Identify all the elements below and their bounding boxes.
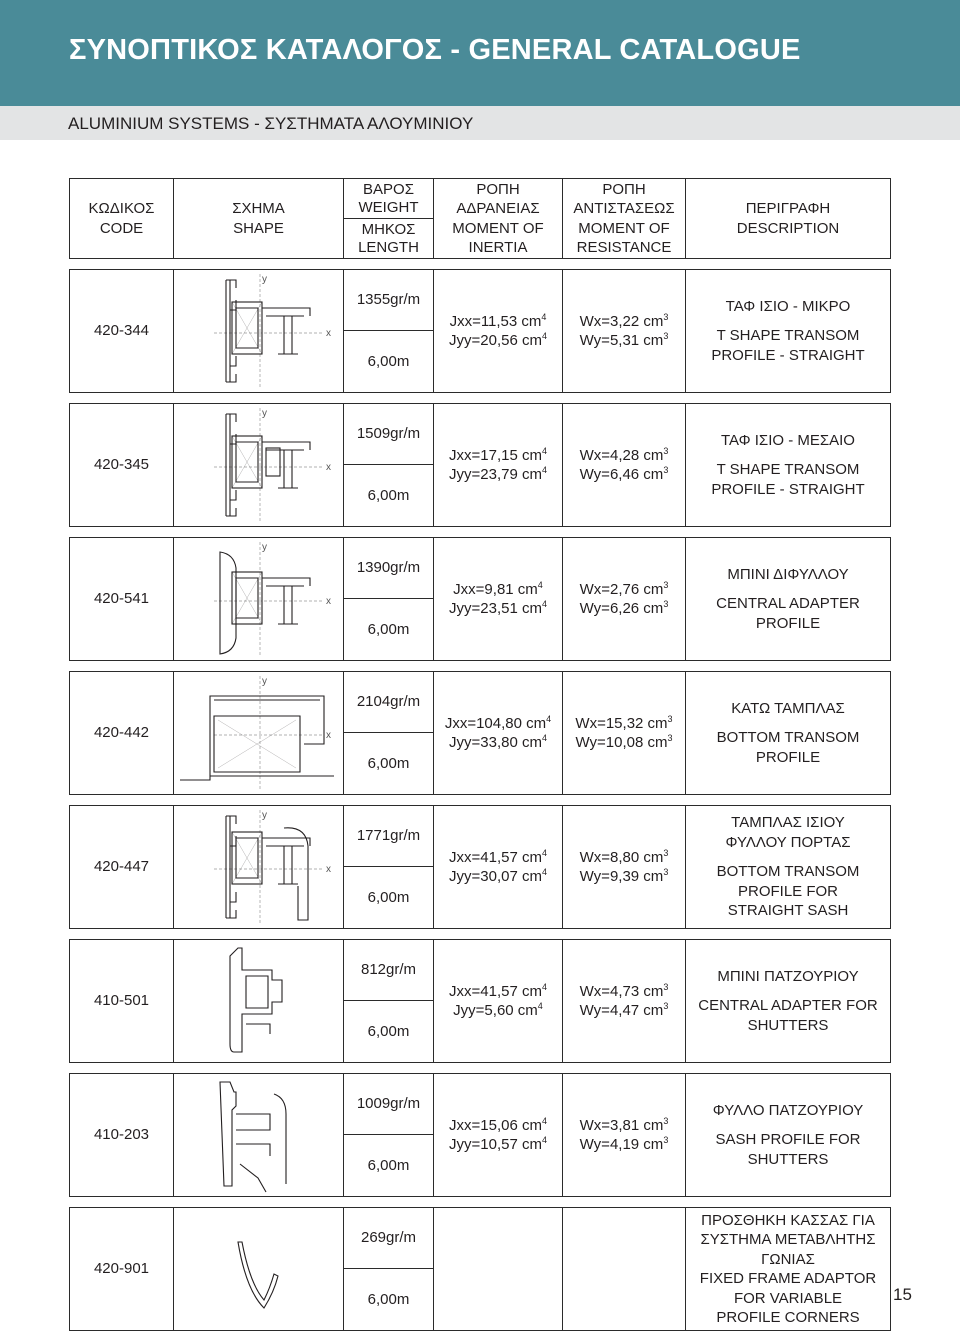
product-code: 420-345	[70, 404, 174, 527]
description-greek: ΚΑΤΩ ΤΑΜΠΛΑΣ	[731, 699, 845, 717]
profile-shape	[174, 672, 344, 795]
description-english: T SHAPE TRANSOM	[716, 327, 860, 345]
catalogue-table	[69, 178, 891, 1331]
description-english: CENTRAL ADAPTER	[716, 595, 860, 613]
inertia-jyy: Jyy=23,51 $cm^4$	[449, 599, 547, 617]
resistance-wy: Wy=10,08 $cm^3$	[575, 733, 673, 751]
section-subtitle: ALUMINIUM SYSTEMS - ΣΥΣΤΗΜΑΤΑ ΑΛΟΥΜΙΝΙΟΥ	[68, 114, 474, 133]
description-greek: ΦΥΛΛΟ ΠΑΤΖΟΥΡΙΟΥ	[712, 1101, 864, 1119]
inertia-cell	[434, 404, 563, 527]
resistance-wx: Wx=2,76 $cm^3$	[579, 579, 669, 598]
inertia-cell	[434, 1074, 563, 1197]
resistance-wy: Wy=4,19 $cm^3$	[579, 1135, 669, 1153]
description-greek: ΦΥΛΛΟΥ ΠΟΡΤΑΣ	[725, 833, 851, 851]
weight-value: 1355gr/m	[344, 270, 433, 331]
description-english: BOTTOM TRANSOM	[716, 729, 860, 747]
description-english: PROFILE	[755, 614, 821, 632]
description-english: PROFILE - STRAIGHT	[711, 346, 865, 364]
inertia-jxx: Jxx=41,57 $cm^4$	[449, 981, 547, 1000]
weight-length-cell	[344, 270, 434, 393]
description-english: CENTRAL ADAPTER FOR	[698, 997, 878, 1015]
resistance-wx: Wx=4,73 $cm^3$	[579, 981, 669, 1000]
product-code: 420-442	[70, 672, 174, 795]
axis-x-label: x	[326, 328, 331, 339]
column-header-resistance: ΡΟΠΗ ΑΝΤΙΣΤΑΣΕΩΣ MOMENT OF RESISTANCE	[563, 179, 686, 259]
inertia-jyy: Jyy=10,57 $cm^4$	[449, 1135, 547, 1153]
resistance-wy: Wy=5,31 $cm^3$	[579, 331, 669, 349]
inertia-cell	[434, 538, 563, 661]
description-line: ΠΡΟΣΘΗΚΗ ΚΑΣΣΑΣ ΓΙΑ	[701, 1211, 875, 1229]
resistance-cell	[563, 1208, 686, 1331]
description-english: PROFILE - STRAIGHT	[711, 480, 865, 498]
axis-x-label: x	[326, 462, 331, 473]
profile-shape	[174, 538, 344, 661]
axis-x-label: x	[326, 730, 331, 741]
table-row	[70, 404, 891, 527]
description-cell	[686, 806, 891, 929]
resistance-wx: Wx=4,28 $cm^3$	[579, 445, 669, 464]
description-english: SHUTTERS	[747, 1016, 829, 1034]
axis-y-label: y	[262, 676, 267, 687]
inertia-jxx: Jxx=11,53 $cm^4$	[449, 311, 547, 330]
description-line: PROFILE CORNERS	[716, 1309, 860, 1326]
description-english: STRAIGHT SASH	[727, 902, 849, 920]
axis-y-label: y	[262, 810, 267, 821]
description-english: SASH PROFILE FOR	[715, 1131, 861, 1149]
resistance-wx: Wx=15,32 $cm^3$	[575, 713, 673, 732]
weight-value: 1509gr/m	[344, 404, 433, 465]
axis-y-label: y	[262, 274, 267, 285]
inertia-cell	[434, 806, 563, 929]
weight-value: 1771gr/m	[344, 806, 433, 867]
table-row	[70, 538, 891, 661]
inertia-jyy: Jyy=23,79 $cm^4$	[449, 465, 547, 483]
resistance-cell	[563, 940, 686, 1063]
page-title: ΣΥΝΟΠΤΙΚΟΣ ΚΑΤΑΛΟΓΟΣ - GENERAL CATALOGUE	[69, 34, 801, 66]
resistance-wy: Wy=6,46 $cm^3$	[579, 465, 669, 483]
description-greek: ΤΑΦ ΙΣΙΟ - ΜΙΚΡΟ	[725, 297, 851, 315]
product-code: 420-901	[70, 1208, 174, 1331]
inertia-jxx: Jxx=41,57 $cm^4$	[449, 847, 547, 866]
length-value: 6,00m	[367, 1156, 410, 1174]
description-line: FOR VARIABLE	[733, 1289, 843, 1307]
description-greek: ΤΑΦ ΙΣΙΟ - ΜΕΣΑΙΟ	[721, 431, 855, 449]
description-english: PROFILE	[755, 748, 821, 766]
product-code: 410-501	[70, 940, 174, 1063]
resistance-cell	[563, 404, 686, 527]
length-value: 6,00m	[367, 888, 410, 906]
profile-shape	[174, 1074, 344, 1197]
description-cell	[686, 672, 891, 795]
description-english: T SHAPE TRANSOM	[716, 461, 860, 479]
inertia-cell	[434, 270, 563, 393]
table-row	[70, 1208, 891, 1331]
weight-length-cell	[344, 672, 434, 795]
description-cell	[686, 404, 891, 527]
inertia-jxx: Jxx=9,81 $cm^4$	[453, 579, 543, 598]
description-greek: ΜΠΙΝΙ ΔΙΦΥΛΛΟΥ	[727, 565, 849, 583]
description-english: BOTTOM TRANSOM	[716, 863, 860, 881]
inertia-jyy: Jyy=5,60 $cm^4$	[453, 1001, 543, 1019]
axis-y-label: y	[262, 542, 267, 553]
inertia-cell	[434, 672, 563, 795]
column-header-shape: ΣΧΗΜΑ SHAPE	[174, 179, 344, 259]
length-value: 6,00m	[367, 620, 410, 638]
weight-value: 1390gr/m	[344, 538, 433, 599]
inertia-cell	[434, 1208, 563, 1331]
length-value: 6,00m	[367, 1290, 410, 1308]
resistance-cell	[563, 1074, 686, 1197]
resistance-wy: Wy=9,39 $cm^3$	[579, 867, 669, 885]
weight-length-cell	[344, 1074, 434, 1197]
profile-shape	[174, 1208, 344, 1331]
page-header	[0, 0, 960, 106]
weight-length-cell	[344, 806, 434, 929]
profile-shape	[174, 940, 344, 1063]
column-header-code: ΚΩΔΙΚΟΣ CODE	[70, 179, 174, 259]
description-english: PROFILE FOR	[737, 882, 838, 900]
axis-x-label: x	[326, 864, 331, 875]
description-greek: ΜΠΙΝΙ ΠΑΤΖΟΥΡΙΟΥ	[717, 967, 859, 985]
resistance-wx: Wx=3,22 $cm^3$	[579, 311, 669, 330]
profile-shape	[174, 270, 344, 393]
table-row	[70, 270, 891, 393]
description-greek: ΤΑΜΠΛΑΣ ΙΣΙΟΥ	[731, 814, 845, 832]
weight-value: 812gr/m	[344, 940, 433, 1001]
product-code: 420-541	[70, 538, 174, 661]
table-row	[70, 806, 891, 929]
resistance-wy: Wy=4,47 $cm^3$	[579, 1001, 669, 1019]
axis-x-label: x	[326, 596, 331, 607]
column-header-weight-length: ΒΑΡΟΣ WEIGHT ΜΗΚΟΣ LENGTH	[344, 179, 434, 259]
weight-length-cell	[344, 404, 434, 527]
weight-value: 269gr/m	[344, 1208, 433, 1269]
inertia-jyy: Jyy=30,07 $cm^4$	[449, 867, 547, 885]
resistance-cell	[563, 806, 686, 929]
table-row	[70, 672, 891, 795]
weight-length-cell	[344, 940, 434, 1063]
description-line: FIXED FRAME ADAPTOR	[699, 1270, 877, 1287]
resistance-cell	[563, 538, 686, 661]
resistance-wy: Wy=6,26 $cm^3$	[579, 599, 669, 617]
description-cell	[686, 538, 891, 661]
resistance-cell	[563, 672, 686, 795]
product-code: 420-447	[70, 806, 174, 929]
inertia-jyy: Jyy=20,56 $cm^4$	[449, 331, 547, 349]
table-row	[70, 1074, 891, 1197]
inertia-cell	[434, 940, 563, 1063]
length-value: 6,00m	[367, 1022, 410, 1040]
inertia-jxx: Jxx=17,15 $cm^4$	[449, 445, 547, 464]
section-bar	[0, 106, 960, 140]
profile-shape	[174, 806, 344, 929]
weight-length-cell	[344, 1208, 434, 1331]
weight-length-cell	[344, 538, 434, 661]
description-cell	[686, 1074, 891, 1197]
resistance-cell	[563, 270, 686, 393]
profile-shape	[174, 404, 344, 527]
page-number: 15	[893, 1285, 912, 1304]
inertia-jyy: Jyy=33,80 $cm^4$	[449, 733, 547, 751]
length-value: 6,00m	[367, 486, 410, 504]
description-cell	[686, 1208, 891, 1331]
inertia-jxx: Jxx=104,80 $cm^4$	[444, 713, 552, 732]
length-value: 6,00m	[367, 352, 410, 370]
length-value: 6,00m	[367, 754, 410, 772]
table-row	[70, 940, 891, 1063]
weight-value: 2104gr/m	[344, 672, 433, 733]
resistance-wx: Wx=8,80 $cm^3$	[579, 847, 669, 866]
inertia-jxx: Jxx=15,06 $cm^4$	[449, 1115, 547, 1134]
description-cell	[686, 940, 891, 1063]
description-cell	[686, 270, 891, 393]
product-code: 410-203	[70, 1074, 174, 1197]
product-code: 420-344	[70, 270, 174, 393]
description-english: SHUTTERS	[747, 1150, 829, 1168]
axis-y-label: y	[262, 408, 267, 419]
table-header-row	[70, 179, 891, 259]
weight-value: 1009gr/m	[344, 1074, 433, 1135]
resistance-wx: Wx=3,81 $cm^3$	[579, 1115, 669, 1134]
description-line: ΣΥΣΤΗΜΑ ΜΕΤΑΒΛΗΤΗΣ	[700, 1231, 876, 1248]
column-header-inertia: ΡΟΠΗ ΑΔΡΑΝΕΙΑΣ MOMENT OF INERTIA	[434, 179, 563, 259]
column-header-description: ΠΕΡΙΓΡΑΦΗ DESCRIPTION	[686, 179, 891, 259]
description-line: ΓΩΝΙΑΣ	[761, 1250, 815, 1268]
